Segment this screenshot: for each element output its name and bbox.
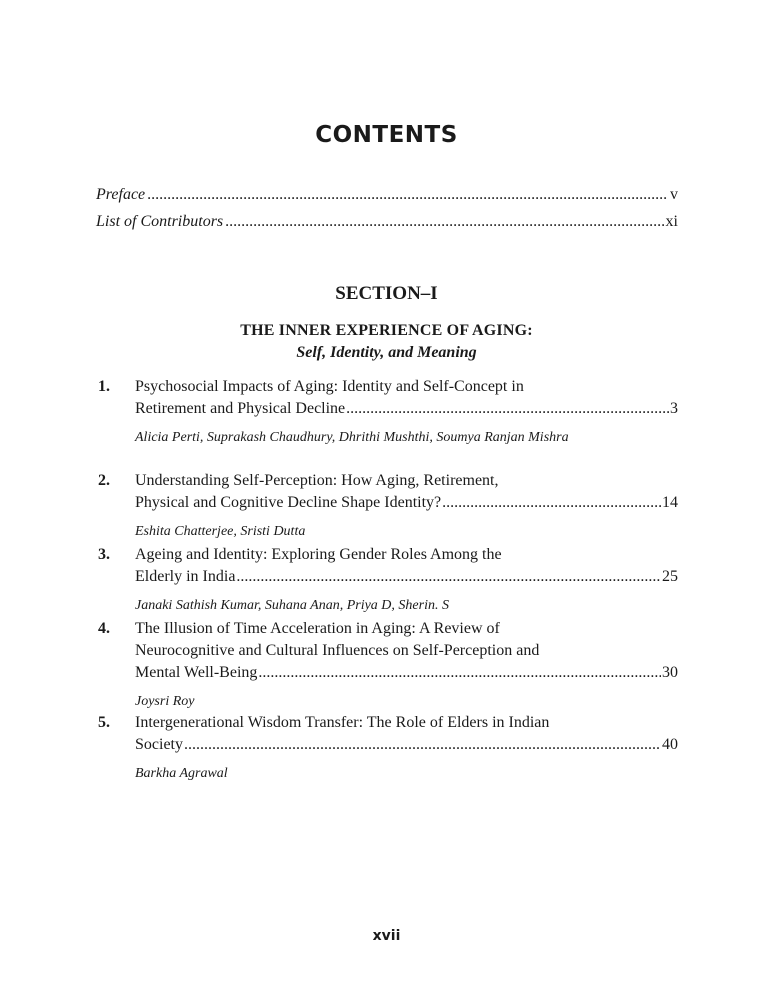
- chapter-title-line: Physical and Cognitive Decline Shape Identity?: [135, 494, 442, 511]
- toc-page-number: 3: [670, 400, 678, 417]
- section-subtitle: Self, Identity, and Meaning: [296, 344, 477, 361]
- chapter-authors: Eshita Chatterjee, Sristi Dutta: [135, 524, 306, 539]
- chapter-number: 4.: [98, 620, 110, 637]
- toc-entry-preface[interactable]: [96, 186, 678, 212]
- page-number-footer: xvii: [372, 928, 401, 944]
- dot-leader: [442, 494, 661, 512]
- dot-leader: [147, 186, 668, 204]
- chapter-title-line: Society: [135, 736, 183, 753]
- toc-entry-label: Preface: [96, 186, 146, 203]
- chapter-title-line: Elderly in India: [135, 568, 236, 585]
- dot-leader: [346, 400, 669, 418]
- chapter-title-line: The Illusion of Time Acceleration in Aging: A Review of: [135, 620, 500, 637]
- chapter-title-line: Mental Well-Being: [135, 664, 258, 681]
- toc-page-number: 25: [662, 568, 678, 585]
- chapter-number: 3.: [98, 546, 110, 563]
- chapter-number: 2.: [98, 472, 110, 489]
- page-title: CONTENTS: [315, 122, 458, 148]
- chapter-authors: Joysri Roy: [135, 694, 195, 709]
- toc-page-number: xi: [665, 213, 678, 230]
- section-heading: SECTION–I: [335, 283, 438, 304]
- toc-page-number: 40: [662, 736, 678, 753]
- dot-leader: [225, 213, 663, 231]
- chapter-title-last-line: [135, 736, 678, 758]
- dot-leader: [236, 568, 661, 586]
- chapter-authors: Barkha Agrawal: [135, 766, 228, 781]
- chapter-authors: Alicia Perti, Suprakash Chaudhury, Dhrithi Mushthi, Soumya Ranjan Mishra: [135, 430, 569, 445]
- chapter-title-last-line: [135, 664, 678, 686]
- toc-page-number: 30: [662, 664, 678, 681]
- chapter-number: 5.: [98, 714, 110, 731]
- toc-entry-label: List of Contributors: [96, 213, 224, 230]
- chapter-title-line: Neurocognitive and Cultural Influences on Self-Perception and: [135, 642, 540, 659]
- chapter-title-last-line: [135, 494, 678, 516]
- chapter-title-last-line: [135, 400, 678, 422]
- chapter-title-line: Understanding Self-Perception: How Aging, Retirement,: [135, 472, 499, 489]
- chapter-title-line: Retirement and Physical Decline: [135, 400, 346, 417]
- chapter-title-line: Ageing and Identity: Exploring Gender Roles Among the: [135, 546, 502, 563]
- chapter-title-last-line: [135, 568, 678, 590]
- toc-entry-contributors[interactable]: [96, 213, 678, 239]
- dot-leader: [184, 736, 661, 754]
- dot-leader: [258, 664, 661, 682]
- chapter-number: 1.: [98, 378, 110, 395]
- toc-page-number: 14: [662, 494, 678, 511]
- chapter-authors: Janaki Sathish Kumar, Suhana Anan, Priya D, Sherin. S: [135, 598, 449, 613]
- chapter-title-line: Psychosocial Impacts of Aging: Identity and Self-Concept in: [135, 378, 524, 395]
- toc-page-number: v: [670, 186, 678, 203]
- section-theme: THE INNER EXPERIENCE OF AGING:: [240, 322, 533, 339]
- chapter-title-line: Intergenerational Wisdom Transfer: The Role of Elders in Indian: [135, 714, 550, 731]
